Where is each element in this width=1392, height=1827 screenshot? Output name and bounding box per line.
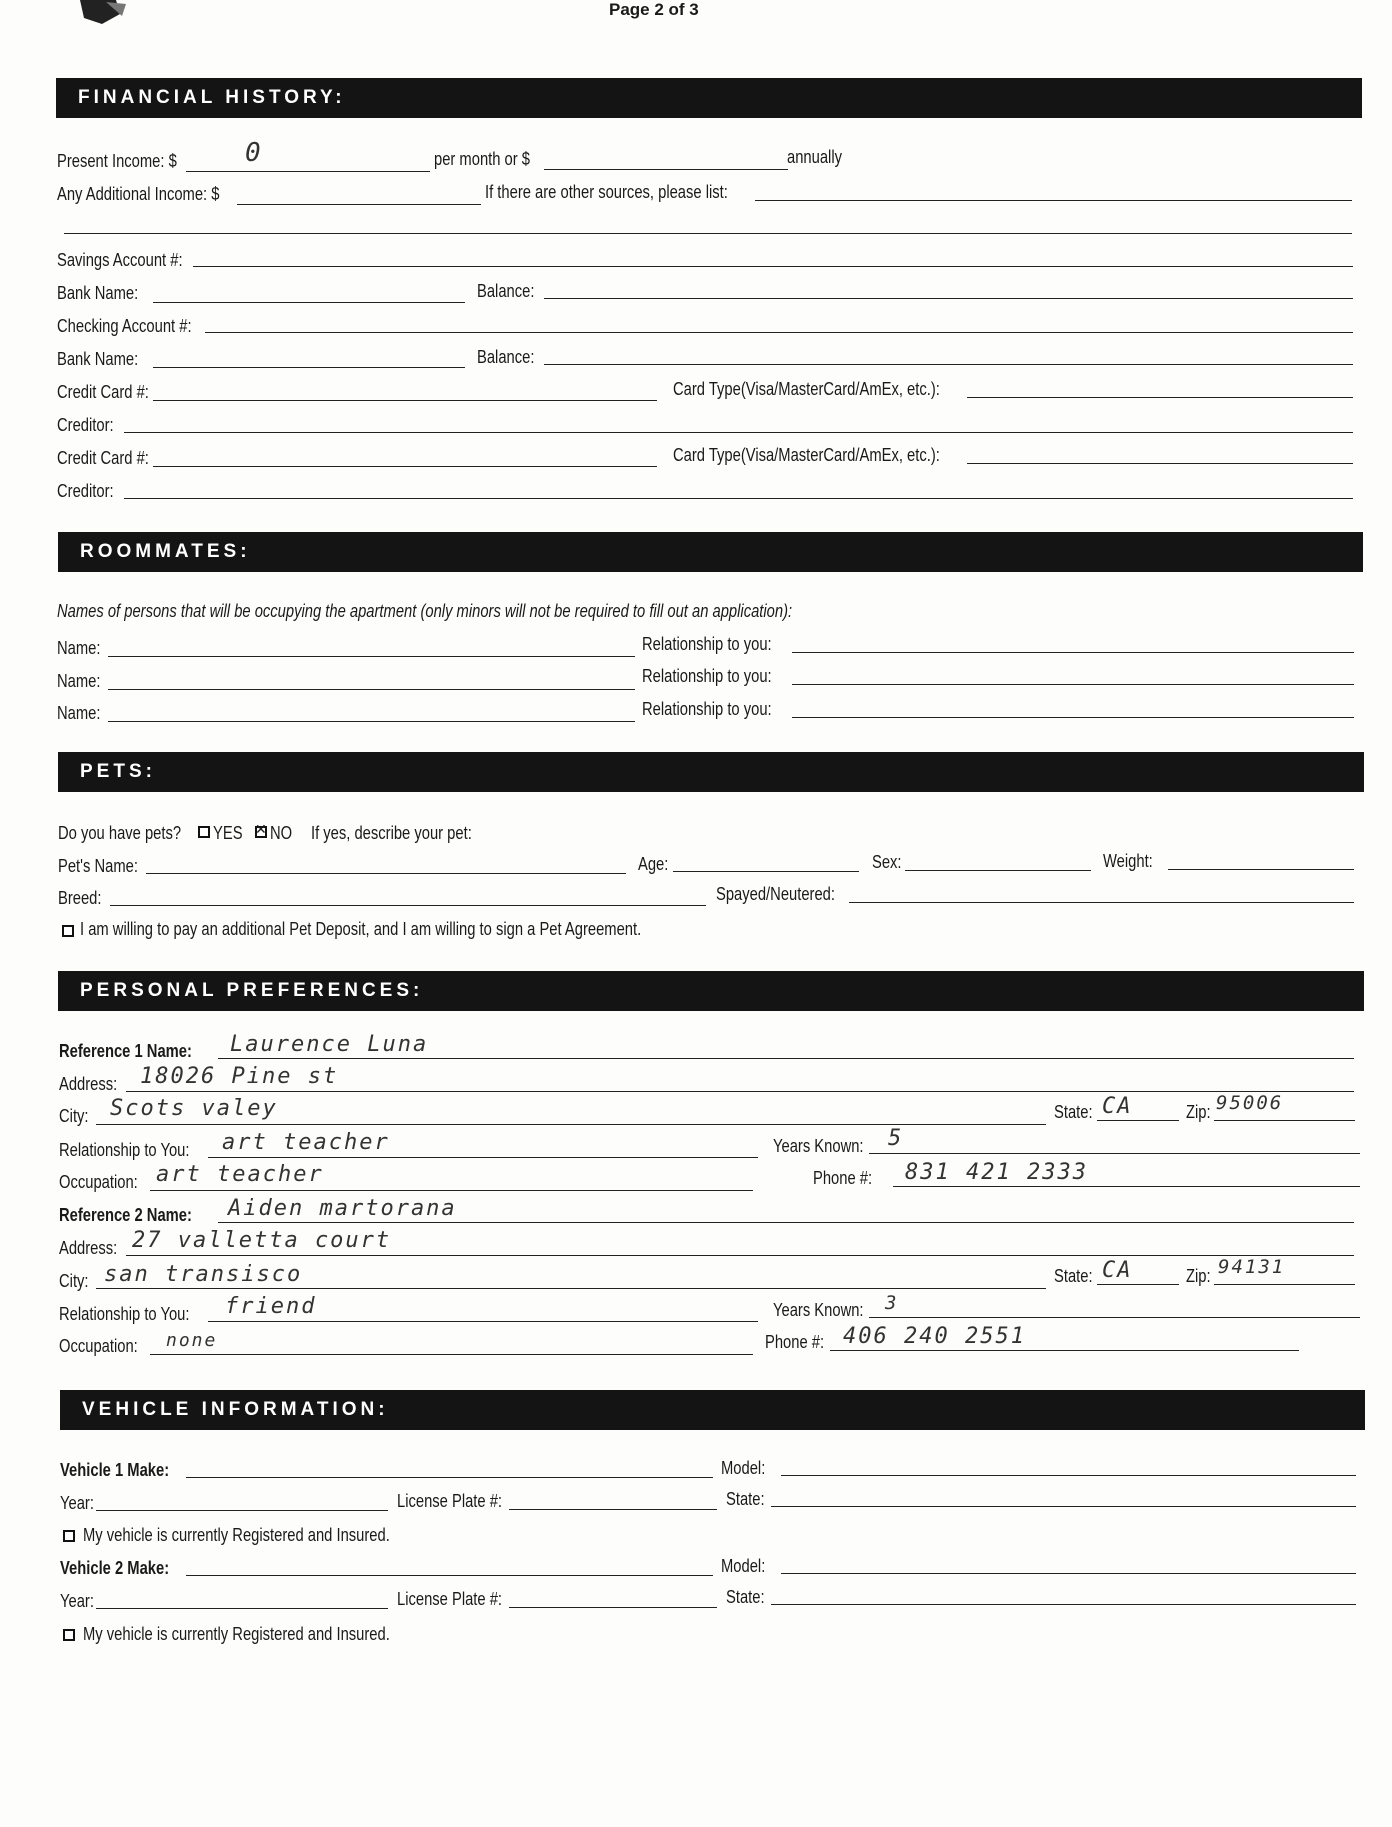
ref2-occupation-label: Occupation: — [59, 1336, 138, 1356]
vehicle1-make-label: Vehicle 1 Make: — [60, 1460, 170, 1480]
roommate-relationship-label-1: Relationship to you: — [642, 634, 772, 654]
ref2-state-value: CA — [1102, 1258, 1133, 1283]
ref2-occupation-field[interactable] — [150, 1354, 753, 1355]
pet-name-field[interactable] — [146, 873, 626, 874]
vehicle2-registered-label: My vehicle is currently Registered and Insured. — [83, 1624, 390, 1644]
vehicle1-plate-field[interactable] — [509, 1509, 717, 1510]
pet-weight-field[interactable] — [1168, 869, 1354, 870]
ref2-city-value: san transisco — [104, 1262, 303, 1287]
vehicle1-state-label: State: — [726, 1489, 765, 1509]
ref2-relationship-label: Relationship to You: — [59, 1304, 190, 1324]
ref2-occupation-value: none — [166, 1330, 218, 1351]
pet-name-label: Pet's Name: — [58, 856, 138, 876]
vehicle2-model-label: Model: — [721, 1556, 766, 1576]
pet-sex-field[interactable] — [905, 870, 1091, 871]
ref1-relationship-field[interactable] — [208, 1157, 758, 1158]
ref1-occupation-value: art teacher — [156, 1162, 324, 1187]
roommate-relationship-field-1[interactable] — [792, 652, 1354, 653]
ref1-years-field[interactable] — [869, 1153, 1360, 1154]
vehicle2-state-label: State: — [726, 1587, 765, 1607]
ref2-city-label: City: — [59, 1271, 89, 1291]
vehicle2-make-field[interactable] — [186, 1575, 713, 1576]
vehicle1-model-label: Model: — [721, 1458, 766, 1478]
pet-deposit-checkbox[interactable] — [62, 925, 74, 937]
roommate-name-field-3[interactable] — [108, 721, 635, 722]
roommate-name-label-3: Name: — [57, 703, 101, 723]
pet-weight-label: Weight: — [1103, 851, 1153, 871]
ref2-zip-value: 94131 — [1218, 1256, 1286, 1278]
ref1-occupation-label: Occupation: — [59, 1172, 138, 1192]
creditor-field-2[interactable] — [124, 498, 1353, 499]
ref2-years-value: 3 — [885, 1292, 899, 1314]
vehicle2-plate-field[interactable] — [509, 1607, 717, 1608]
ref1-state-label: State: — [1054, 1102, 1093, 1122]
ref1-years-value: 5 — [888, 1126, 904, 1151]
additional-income-field[interactable] — [237, 204, 481, 205]
other-sources-label: If there are other sources, please list: — [485, 182, 728, 202]
card-type-field-2[interactable] — [967, 463, 1353, 464]
creditor-label: Creditor: — [57, 415, 114, 435]
roommate-name-label-1: Name: — [57, 638, 101, 658]
pets-no-label: NO — [270, 823, 293, 843]
per-month-label: per month or $ — [434, 149, 530, 169]
roommate-name-field-2[interactable] — [108, 689, 635, 690]
vehicle2-make-label: Vehicle 2 Make: — [60, 1558, 170, 1578]
ref2-name-label: Reference 2 Name: — [59, 1205, 192, 1225]
vehicle1-registered-label: My vehicle is currently Registered and Insured. — [83, 1525, 390, 1545]
balance-field[interactable] — [544, 298, 1353, 299]
ref2-address-field[interactable] — [126, 1255, 1354, 1256]
ref2-years-label: Years Known: — [773, 1300, 864, 1320]
ref2-state-label: State: — [1054, 1266, 1093, 1286]
savings-account-label: Savings Account #: — [57, 250, 183, 270]
card-type-label-2: Card Type(Visa/MasterCard/AmEx, etc.): — [673, 445, 940, 465]
ref2-address-value: 27 valletta court — [132, 1228, 392, 1253]
credit-card-label: Credit Card #: — [57, 382, 149, 402]
vehicle1-registered-checkbox[interactable] — [63, 1530, 75, 1542]
ref1-phone-field[interactable] — [893, 1186, 1360, 1187]
ref1-zip-label: Zip: — [1186, 1102, 1211, 1122]
card-type-label: Card Type(Visa/MasterCard/AmEx, etc.): — [673, 379, 940, 399]
ref1-name-label: Reference 1 Name: — [59, 1041, 192, 1061]
ref2-zip-field[interactable] — [1214, 1284, 1355, 1285]
ref1-city-value: Scots valey — [110, 1096, 278, 1121]
ref1-city-field[interactable] — [96, 1124, 1046, 1125]
vehicle2-model-field[interactable] — [781, 1573, 1356, 1574]
pet-sex-label: Sex: — [872, 852, 902, 872]
vehicle1-plate-label: License Plate #: — [397, 1491, 503, 1511]
additional-income-label: Any Additional Income: $ — [57, 184, 220, 204]
other-sources-field[interactable] — [755, 200, 1352, 201]
section-roommates: ROOMMATES: — [58, 532, 1363, 572]
ref2-relationship-field[interactable] — [208, 1321, 758, 1322]
present-income-field[interactable] — [186, 171, 430, 172]
pets-no-checkbox[interactable] — [255, 826, 267, 838]
pet-breed-field[interactable] — [110, 905, 706, 906]
other-sources-field-2[interactable] — [64, 233, 1352, 234]
balance-label: Balance: — [477, 281, 535, 301]
pet-deposit-label: I am willing to pay an additional Pet Deposit, and I am willing to sign a Pet Agreement. — [80, 919, 642, 939]
ref1-phone-label: Phone #: — [813, 1168, 873, 1188]
vehicle2-year-field[interactable] — [96, 1608, 388, 1609]
ref1-name-value: Laurence Luna — [230, 1032, 429, 1057]
ref1-occupation-field[interactable] — [150, 1190, 753, 1191]
present-income-label: Present Income: $ — [57, 151, 177, 171]
bank-name-field[interactable] — [153, 302, 465, 303]
pet-spayed-label: Spayed/Neutered: — [716, 884, 835, 904]
ref1-zip-field[interactable] — [1214, 1120, 1355, 1121]
ref2-city-field[interactable] — [96, 1288, 1046, 1289]
vehicle1-make-field[interactable] — [186, 1477, 713, 1478]
section-vehicle-information: VEHICLE INFORMATION: — [60, 1390, 1365, 1430]
balance-field-2[interactable] — [544, 364, 1353, 365]
ref2-years-field[interactable] — [869, 1317, 1360, 1318]
ref1-address-value: 18026 Pine st — [140, 1064, 339, 1089]
bank-name-label-2: Bank Name: — [57, 349, 139, 369]
pets-describe-label: If yes, describe your pet: — [311, 823, 472, 843]
vehicle2-state-field[interactable] — [771, 1604, 1356, 1605]
ref1-address-field[interactable] — [126, 1091, 1354, 1092]
ref2-name-value: Aiden martorana — [228, 1196, 457, 1221]
credit-card-label-2: Credit Card #: — [57, 448, 149, 468]
balance-label-2: Balance: — [477, 347, 535, 367]
ref2-address-label: Address: — [59, 1238, 118, 1258]
pet-age-label: Age: — [638, 854, 669, 874]
ref2-phone-field[interactable] — [830, 1350, 1299, 1351]
ref2-phone-label: Phone #: — [765, 1332, 825, 1352]
creditor-label-2: Creditor: — [57, 481, 114, 501]
roommate-relationship-field-2[interactable] — [792, 684, 1354, 685]
ref2-name-field[interactable] — [218, 1222, 1354, 1223]
checking-account-field[interactable] — [205, 332, 1353, 333]
page-number: Page 2 of 3 — [609, 0, 699, 19]
annually-label: annually — [787, 147, 842, 167]
vehicle2-registered-checkbox[interactable] — [63, 1629, 75, 1641]
ref1-state-value: CA — [1102, 1094, 1133, 1119]
ref1-years-label: Years Known: — [773, 1136, 864, 1156]
ref1-relationship-value: art teacher — [222, 1130, 390, 1155]
ref2-state-field[interactable] — [1097, 1284, 1179, 1285]
ref2-phone-value: 406 240 2551 — [843, 1324, 1026, 1349]
roommate-relationship-label-2: Relationship to you: — [642, 666, 772, 686]
vehicle1-year-label: Year: — [60, 1493, 94, 1513]
section-financial-history: FINANCIAL HISTORY: — [56, 78, 1362, 118]
pet-spayed-field[interactable] — [849, 902, 1354, 903]
ref1-relationship-label: Relationship to You: — [59, 1140, 190, 1160]
roommate-relationship-field-3[interactable] — [792, 717, 1354, 718]
vehicle1-model-field[interactable] — [781, 1475, 1356, 1476]
bank-name-field-2[interactable] — [153, 367, 465, 368]
ref1-city-label: City: — [59, 1106, 89, 1126]
ref2-zip-label: Zip: — [1186, 1266, 1211, 1286]
vehicle1-state-field[interactable] — [771, 1506, 1356, 1507]
bank-name-label: Bank Name: — [57, 283, 139, 303]
pet-breed-label: Breed: — [58, 888, 102, 908]
vehicle2-year-label: Year: — [60, 1591, 94, 1611]
creditor-field[interactable] — [124, 432, 1353, 433]
vehicle1-year-field[interactable] — [96, 1510, 388, 1511]
savings-account-field[interactable] — [193, 266, 1353, 267]
roommate-name-field-1[interactable] — [108, 656, 635, 657]
roommate-name-label-2: Name: — [57, 671, 101, 691]
roommates-intro: Names of persons that will be occupying the apartment (only minors will not be required to fill out an application): — [57, 601, 793, 621]
pet-age-field[interactable] — [673, 871, 859, 872]
card-type-field[interactable] — [967, 397, 1353, 398]
annual-income-field[interactable] — [544, 169, 788, 170]
section-pets: PETS: — [58, 752, 1364, 792]
logo — [76, 0, 132, 24]
vehicle2-plate-label: License Plate #: — [397, 1589, 503, 1609]
credit-card-field-2[interactable] — [153, 466, 657, 467]
ref1-zip-value: 95006 — [1216, 1092, 1284, 1114]
section-personal-preferences: PERSONAL PREFERENCES: — [58, 971, 1364, 1011]
ref1-address-label: Address: — [59, 1074, 118, 1094]
pets-question: Do you have pets? — [58, 823, 182, 843]
credit-card-field[interactable] — [153, 400, 657, 401]
roommate-relationship-label-3: Relationship to you: — [642, 699, 772, 719]
ref2-relationship-value: friend — [225, 1294, 317, 1319]
checking-account-label: Checking Account #: — [57, 316, 192, 336]
present-income-value: 0 — [245, 138, 263, 168]
ref1-name-field[interactable] — [218, 1058, 1354, 1059]
ref1-state-field[interactable] — [1097, 1120, 1179, 1121]
pets-yes-checkbox[interactable] — [198, 826, 210, 838]
ref1-phone-value: 831 421 2333 — [905, 1160, 1088, 1185]
pets-yes-label: YES — [213, 823, 243, 843]
